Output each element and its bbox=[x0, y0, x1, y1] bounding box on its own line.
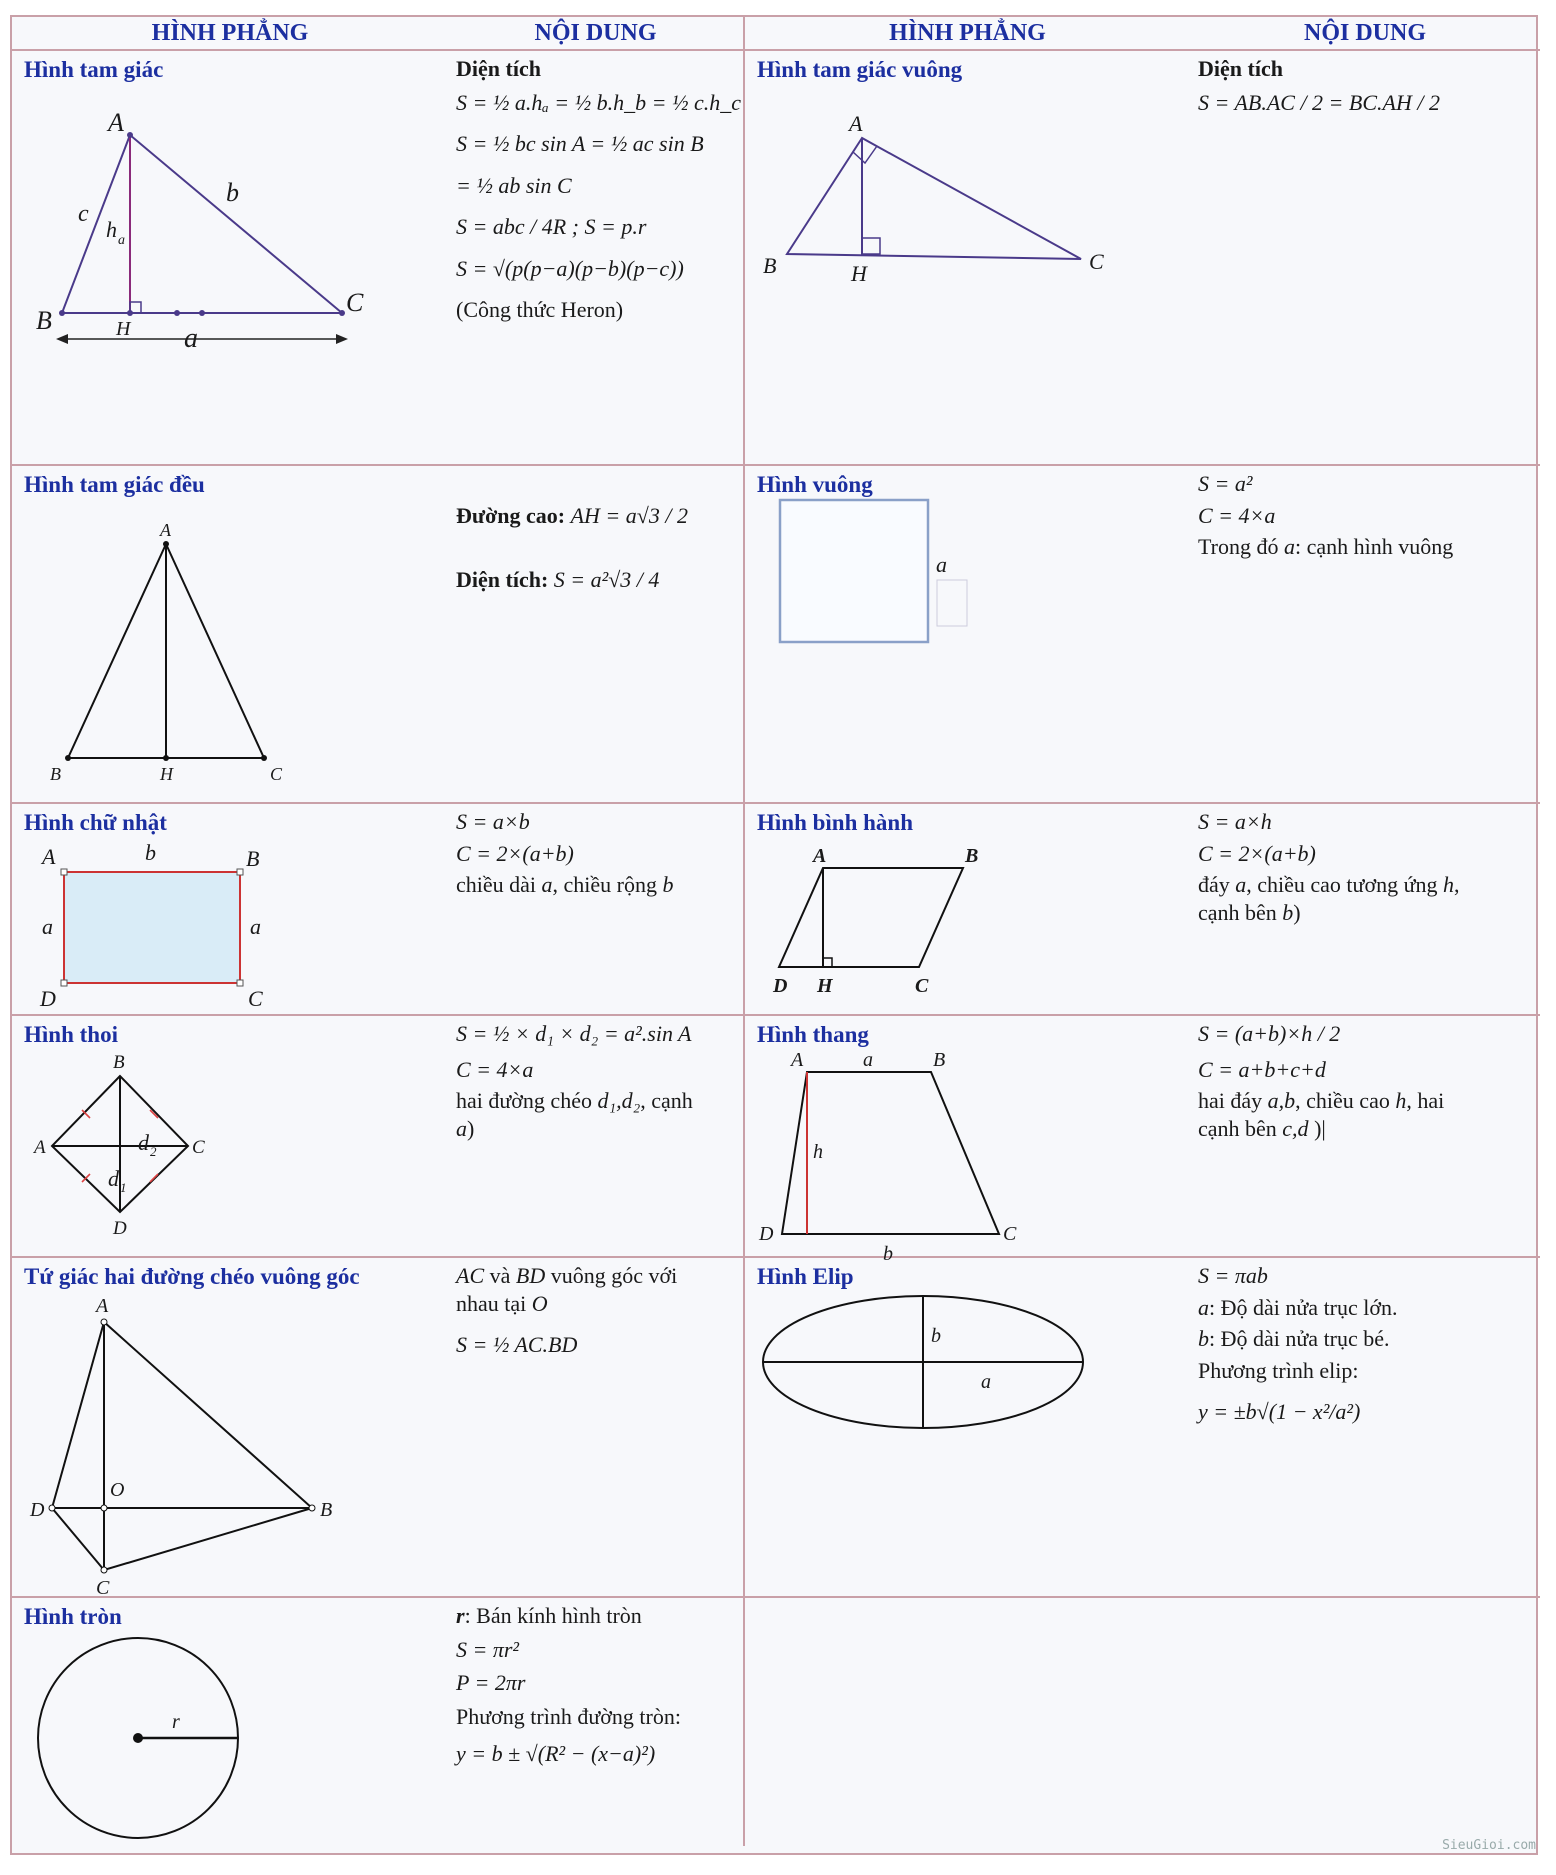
equilateral-title: Hình tam giác đều bbox=[24, 472, 205, 497]
rhombus-title: Hình thoi bbox=[24, 1022, 118, 1047]
quad-figure bbox=[12, 1258, 448, 1598]
note-var-d: d₁,d₂ bbox=[597, 1088, 641, 1113]
var-a: a bbox=[1198, 1294, 1209, 1320]
formula-circle-perimeter: P = 2πr bbox=[456, 1670, 526, 1695]
triangle-title: Hình tam giác bbox=[24, 57, 164, 82]
label-C: C bbox=[248, 986, 263, 1011]
trapezoid-title: Hình thang bbox=[757, 1022, 869, 1047]
label-B: B bbox=[763, 253, 777, 278]
note-var-a: a bbox=[456, 1115, 467, 1141]
formula-area: S = a²√3 / 4 bbox=[553, 566, 660, 592]
cell-rhombus-content bbox=[448, 1016, 745, 1258]
desc-major: : Độ dài nửa trục lớn. bbox=[1209, 1294, 1398, 1320]
note-bases: hai đáy bbox=[1198, 1088, 1263, 1113]
label-A: A bbox=[849, 111, 863, 136]
label-D: D bbox=[30, 1499, 45, 1521]
var-AC: AC bbox=[456, 1263, 485, 1288]
word-and: và bbox=[489, 1263, 511, 1288]
formula-rhombus-perimeter: C = 4×a bbox=[456, 1056, 534, 1082]
cell-triangle-shape bbox=[12, 51, 448, 466]
equilateral-formulas bbox=[456, 502, 737, 593]
cell-trapezoid-shape bbox=[745, 1016, 1190, 1265]
area-heading: Diện tích: bbox=[456, 566, 549, 592]
formula-circle-area: S = πr² bbox=[456, 1636, 520, 1662]
label-H: H bbox=[116, 318, 131, 340]
formula-ellipse-area: S = πab bbox=[1198, 1263, 1268, 1288]
note-var-b: b bbox=[662, 872, 674, 897]
header-content-right: NỘI DUNG bbox=[1190, 17, 1540, 51]
circle-formulas bbox=[456, 1602, 737, 1768]
ellipse-eq-heading: Phương trình elip: bbox=[1198, 1357, 1359, 1383]
cell-parallelogram-content bbox=[1190, 804, 1540, 1016]
label-D: D bbox=[113, 1218, 127, 1239]
formula-heron: S = √(p(p−a)(p−b)(p−c)) bbox=[456, 255, 684, 281]
label-B: B bbox=[113, 1052, 125, 1073]
formula-area-sinC: = ½ ab sin C bbox=[456, 172, 572, 198]
parallelogram-title: Hình bình hành bbox=[757, 810, 914, 835]
note-length: chiều dài bbox=[456, 872, 537, 897]
formula-trap-perimeter: C = a+b+c+d bbox=[1198, 1056, 1326, 1082]
svg-text:1: 1 bbox=[120, 1180, 127, 1195]
label-A: A bbox=[813, 845, 827, 867]
note-base: đáy bbox=[1198, 872, 1230, 897]
label-H: H bbox=[851, 261, 867, 286]
rectangle-outline bbox=[64, 872, 240, 983]
svg-text:a: a bbox=[118, 233, 125, 248]
header-shape-right: HÌNH PHẲNG bbox=[745, 17, 1190, 51]
note-paren: )| bbox=[1314, 1115, 1326, 1141]
watermark: SieuGioi.com bbox=[1442, 1838, 1536, 1853]
note-sides: cạnh bên bbox=[1198, 1115, 1277, 1141]
label-a-left: a bbox=[42, 914, 53, 939]
right-triangle-outline bbox=[787, 138, 1081, 259]
cell-equilateral-shape bbox=[12, 466, 448, 804]
label-C: C bbox=[915, 975, 929, 997]
square-title: Hình vuông bbox=[757, 472, 873, 497]
rhombus-formulas bbox=[456, 1020, 737, 1142]
label-B: B bbox=[320, 1499, 333, 1521]
rectangle-figure bbox=[12, 804, 448, 1016]
formula-right-area: S = AB.AC / 2 = BC.AH / 2 bbox=[1198, 89, 1440, 115]
parallelogram-figure bbox=[745, 804, 1190, 1016]
cell-quad-shape bbox=[12, 1258, 448, 1598]
header-content-left: NỘI DUNG bbox=[448, 17, 745, 51]
var-b: b bbox=[1198, 1326, 1209, 1351]
note-text: Trong đó bbox=[1198, 534, 1279, 559]
label-A: A bbox=[42, 844, 56, 869]
note-side: cạnh bên bbox=[1198, 899, 1277, 925]
cell-ellipse-content bbox=[1190, 1258, 1540, 1598]
triangle-figure bbox=[12, 51, 448, 466]
label-D: D bbox=[40, 986, 56, 1011]
ellipse-title: Hình Elip bbox=[757, 1264, 854, 1289]
note-desc: : cạnh hình vuông bbox=[1295, 534, 1454, 559]
label-D: D bbox=[759, 1223, 774, 1245]
cell-square-content bbox=[1190, 466, 1540, 804]
cell-square-shape bbox=[745, 466, 1190, 804]
note-var-cd: c,d bbox=[1282, 1115, 1309, 1141]
triangle-formulas bbox=[456, 55, 742, 324]
label-C: C bbox=[1003, 1223, 1017, 1245]
rectangle-title: Hình chữ nhật bbox=[24, 810, 167, 835]
label-b: b bbox=[931, 1325, 941, 1347]
square-figure bbox=[745, 466, 1190, 804]
quad-formulas bbox=[456, 1262, 737, 1359]
svg-text:2: 2 bbox=[150, 1144, 157, 1159]
label-d2: d bbox=[138, 1130, 149, 1155]
cell-circle-content bbox=[448, 1598, 745, 1846]
height-heading: Đường cao: bbox=[456, 503, 566, 528]
circle-figure bbox=[12, 1598, 448, 1846]
note-diagonals: hai đường chéo bbox=[456, 1088, 592, 1113]
desc-radius: : Bán kính hình tròn bbox=[464, 1603, 642, 1628]
note-height: , chiều cao tương ứng bbox=[1246, 872, 1438, 897]
label-a: a bbox=[863, 1049, 873, 1071]
rectangle-formulas bbox=[456, 808, 737, 899]
label-C: C bbox=[96, 1577, 110, 1599]
note-paren: ) bbox=[1293, 899, 1301, 925]
label-B: B bbox=[36, 306, 52, 335]
label-A: A bbox=[96, 1295, 109, 1317]
square-outline bbox=[780, 500, 928, 642]
cell-trapezoid-content bbox=[1190, 1016, 1540, 1258]
trapezoid-formulas bbox=[1198, 1020, 1534, 1142]
note-var-h: h bbox=[1443, 872, 1455, 897]
label-a: a bbox=[981, 1371, 991, 1393]
formula-rect-area: S = a×b bbox=[456, 809, 530, 834]
var-BD: BD bbox=[515, 1263, 546, 1288]
note-paren: ) bbox=[467, 1115, 475, 1141]
cell-right-triangle-content bbox=[1190, 51, 1540, 466]
label-b: b bbox=[145, 840, 156, 865]
cell-quad-content bbox=[448, 1258, 745, 1598]
label-a-right: a bbox=[250, 914, 261, 939]
cell-rectangle-content bbox=[448, 804, 745, 1016]
equilateral-figure bbox=[12, 466, 448, 804]
label-O: O bbox=[110, 1479, 125, 1501]
right-triangle-formulas bbox=[1198, 55, 1534, 116]
right-angle-A bbox=[853, 146, 877, 163]
formula-trap-area: S = (a+b)×h / 2 bbox=[1198, 1021, 1341, 1046]
formula-ellipse-eq: y = ±b√(1 − x²/a²) bbox=[1198, 1399, 1361, 1424]
formula-rhombus-area: S = ½ × d₁ × d₂ = a².sin A bbox=[456, 1021, 692, 1046]
label-D: D bbox=[773, 975, 788, 997]
label-a: a bbox=[184, 323, 198, 354]
ellipse-figure bbox=[745, 1258, 1190, 1598]
cell-rhombus-shape bbox=[12, 1016, 448, 1258]
label-H: H bbox=[817, 975, 833, 997]
note-width: , chiều rộng bbox=[552, 872, 657, 897]
header-shape-left: HÌNH PHẲNG bbox=[12, 17, 448, 51]
circle-title: Hình tròn bbox=[24, 1604, 122, 1629]
cell-circle-shape bbox=[12, 1598, 448, 1846]
formula-area-sin: S = ½ bc sin A = ½ ac sin B bbox=[456, 131, 704, 156]
ellipse-formulas bbox=[1198, 1262, 1534, 1426]
label-c: c bbox=[78, 201, 89, 227]
heron-note: (Công thức Heron) bbox=[456, 297, 624, 322]
label-A: A bbox=[34, 1137, 46, 1158]
area-heading: Diện tích bbox=[1198, 56, 1283, 81]
area-heading: Diện tích bbox=[456, 56, 541, 81]
cell-ellipse-shape bbox=[745, 1258, 1190, 1598]
label-A: A bbox=[160, 520, 171, 540]
formula-area-height: S = ½ a.hₐ = ½ b.h_b = ½ c.h_c bbox=[456, 89, 742, 115]
desc-minor: : Độ dài nửa trục bé. bbox=[1209, 1326, 1390, 1351]
formula-table bbox=[10, 15, 1538, 1855]
word-perp: vuông góc với bbox=[550, 1263, 678, 1288]
label-h: h bbox=[813, 1141, 823, 1163]
note-var: a bbox=[1284, 534, 1295, 559]
cell-rectangle-shape bbox=[12, 804, 448, 1016]
label-a: a bbox=[936, 552, 947, 577]
label-B: B bbox=[965, 845, 979, 867]
label-A: A bbox=[791, 1049, 804, 1071]
formula-para-area: S = a×h bbox=[1198, 809, 1272, 834]
note-var-a: a bbox=[1235, 872, 1247, 897]
note-side: , cạnh bbox=[640, 1088, 693, 1113]
cell-equilateral-content bbox=[448, 466, 745, 804]
label-C: C bbox=[346, 288, 364, 317]
label-C: C bbox=[270, 764, 283, 784]
label-C: C bbox=[192, 1137, 205, 1158]
formula-rect-perimeter: C = 2×(a+b) bbox=[456, 840, 574, 866]
formula-circle-eq: y = b ± √(R² − (x−a)²) bbox=[456, 1741, 656, 1766]
formula-square-area: S = a² bbox=[1198, 471, 1253, 496]
formula-para-perimeter: C = 2×(a+b) bbox=[1198, 840, 1316, 866]
formula-quad-area: S = ½ AC.BD bbox=[456, 1332, 578, 1357]
note-height: , chiều cao bbox=[1295, 1088, 1390, 1113]
right-triangle-figure bbox=[745, 51, 1190, 466]
cell-triangle-content bbox=[448, 51, 745, 466]
label-d1: d bbox=[108, 1166, 119, 1191]
quad-outline bbox=[52, 1322, 312, 1570]
parallelogram-formulas bbox=[1198, 808, 1534, 926]
note-two: , hai bbox=[1406, 1088, 1445, 1113]
formula-height: AH = a√3 / 2 bbox=[570, 503, 688, 528]
label-b: b bbox=[883, 1243, 893, 1265]
label-b: b bbox=[226, 178, 239, 207]
note-var-b: b bbox=[1282, 899, 1294, 925]
note-var-ab: a,b bbox=[1267, 1088, 1296, 1113]
formula-square-perimeter: C = 4×a bbox=[1198, 502, 1276, 528]
label-B: B bbox=[933, 1049, 946, 1071]
label-ha: h bbox=[106, 217, 117, 242]
rhombus-figure bbox=[12, 1016, 448, 1258]
label-r: r bbox=[172, 1711, 180, 1733]
square-formulas bbox=[1198, 470, 1534, 561]
right-triangle-title: Hình tam giác vuông bbox=[757, 57, 963, 82]
var-r: r bbox=[456, 1603, 465, 1628]
label-H: H bbox=[160, 764, 173, 784]
var-O: O bbox=[531, 1290, 548, 1316]
formula-area-radius: S = abc / 4R ; S = p.r bbox=[456, 214, 647, 239]
circle-eq-heading: Phương trình đường tròn: bbox=[456, 1703, 681, 1729]
right-angle-H bbox=[862, 238, 880, 254]
cell-parallelogram-shape bbox=[745, 804, 1190, 1016]
triangle-outline bbox=[62, 135, 342, 313]
quad-title: Tứ giác hai đường chéo vuông góc bbox=[24, 1264, 360, 1289]
note-var-a: a bbox=[541, 872, 553, 897]
parallelogram-outline bbox=[779, 868, 963, 967]
label-B: B bbox=[50, 764, 61, 784]
cell-right-triangle-shape bbox=[745, 51, 1190, 466]
trapezoid-figure bbox=[745, 1016, 1190, 1265]
note-var-h: h bbox=[1395, 1088, 1407, 1113]
label-C: C bbox=[1089, 249, 1104, 274]
label-B: B bbox=[246, 846, 260, 871]
note-comma: , bbox=[1454, 872, 1460, 897]
word-at: nhau tại bbox=[456, 1290, 527, 1316]
cell-empty bbox=[745, 1598, 1540, 1846]
label-A: A bbox=[108, 108, 124, 137]
